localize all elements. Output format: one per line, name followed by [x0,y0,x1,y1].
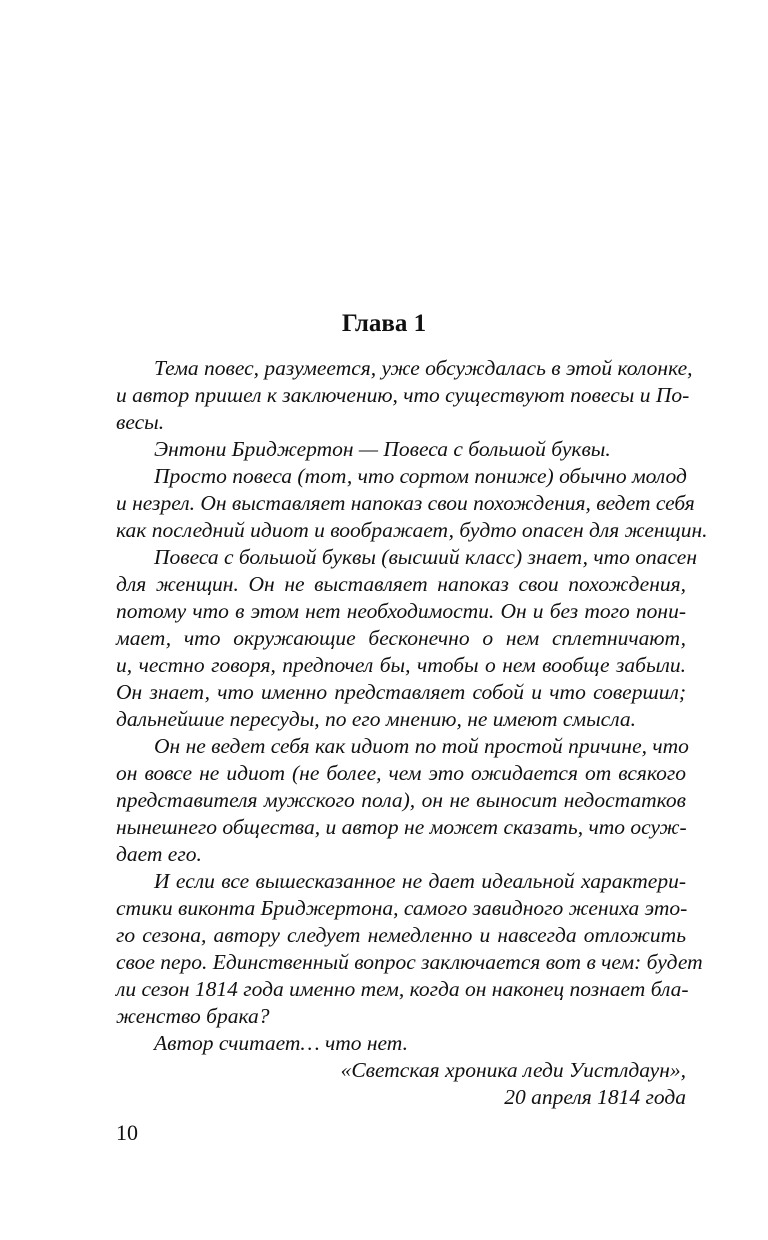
text-line: женство брака? [116,1004,270,1028]
text-line: нынешнего общества, и автор не может сказать, что осуж- [116,815,687,839]
text-line: Энтони Бриджертон — Повеса с большой буквы. [154,437,611,461]
attribution-source: «Светская хроника леди Уистлдаун», [340,1058,686,1082]
page-number: 10 [116,1120,138,1145]
chapter-title: Глава 1 [341,310,427,337]
text-line: и незрел. Он выставляет напоказ свои похождения, ведет себя [116,491,695,515]
text-line: и, честно говоря, предпочел бы, чтобы о нем вообще забыли. [116,653,686,677]
text-line: Автор считает… что нет. [154,1031,408,1055]
text-line: как последний идиот и воображает, будто опасен для женщин. [116,518,708,542]
text-line: он вовсе не идиот (не более, чем это ожидается от всякого [116,761,686,785]
text-line: стики виконта Бриджертона, самого завидного жениха это- [116,896,688,920]
text-line: Он не ведет себя как идиот по той простой причине, что [154,734,689,758]
text-line: и автор пришел к заключению, что существуют повесы и По- [116,383,690,407]
chapter-body [116,355,708,1111]
text-line: дальнейшие пересуды, по его мнению, не имеют смысла. [116,707,636,731]
text-line: И если все вышесказанное не дает идеальной характери- [154,869,686,893]
text-line: потому что в этом нет необходимости. Он и без того пони- [116,599,686,623]
text-line: весы. [116,410,165,434]
text-line: ли сезон 1814 года именно тем, когда он наконец познает бла- [116,977,689,1001]
text-line: Повеса с большой буквы (высший класс) знает, что опасен [154,545,698,569]
attribution-date: 20 апреля 1814 года [504,1085,686,1109]
text-line: Просто повеса (тот, что сортом пониже) обычно молод [154,464,687,488]
text-line: свое перо. Единственный вопрос заключается вот в чем: будет [116,950,703,974]
text-line: для женщин. Он не выставляет напоказ свои похождения, [116,572,686,596]
text-line: представителя мужского пола), он не выносит недостатков [116,788,686,812]
text-line: Тема повес, разумеется, уже обсуждалась в этой колонке, [154,356,693,380]
text-line: дает его. [116,842,202,866]
text-line: Он знает, что именно представляет собой и что совершил; [116,680,686,704]
text-line: го сезона, автору следует немедленно и навсегда отложить [116,923,686,947]
text-line: мает, что окружающие бесконечно о нем сплетничают, [116,626,686,650]
